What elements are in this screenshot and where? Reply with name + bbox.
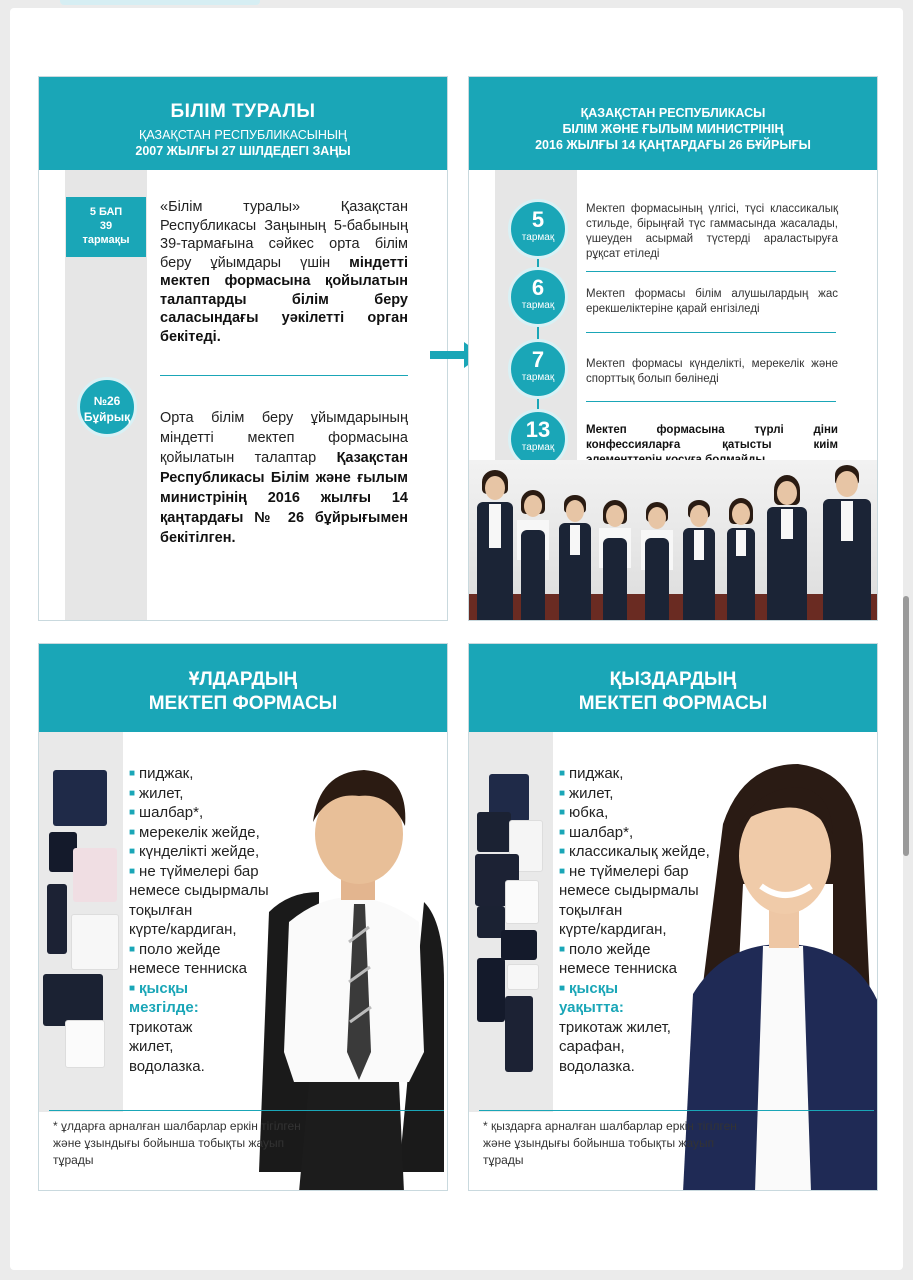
list-item: ■ пиджак, bbox=[559, 765, 624, 782]
boys-footnote-divider bbox=[49, 1110, 444, 1111]
list-item: ■ күнделікті жейде, bbox=[129, 843, 260, 860]
boys-title-line2: МЕКТЕП ФОРМАСЫ bbox=[148, 693, 338, 714]
clause-label: тармақ bbox=[521, 232, 555, 243]
list-item: ■ поло жейде bbox=[559, 940, 651, 958]
girls-title-line1: ҚЫЗДАРДЫҢ bbox=[609, 669, 737, 690]
girls-panel-header bbox=[469, 644, 877, 732]
order-circle bbox=[77, 377, 137, 437]
list-item: немесе сыдырмалы bbox=[559, 882, 699, 899]
pleated-skirt-icon bbox=[501, 930, 537, 960]
article-badge-line1: 5 БАП bbox=[89, 206, 123, 218]
student-figure bbox=[513, 490, 553, 620]
clause-number: 5 bbox=[531, 207, 545, 232]
list-item: уақытта: bbox=[559, 999, 624, 1016]
law-paragraph-2-bold: Қазақстан Республикасы Білім және ғылым министрінің 2016 жылғы 14 қаңтардағы № 26 бұйрығымен бекітілген. bbox=[160, 450, 408, 546]
list-item: мезгілде: bbox=[129, 999, 199, 1016]
scrollbar[interactable] bbox=[903, 596, 909, 856]
clause-circle bbox=[508, 267, 568, 327]
list-item: жилет, bbox=[129, 1038, 174, 1055]
student-figure bbox=[473, 470, 517, 620]
student-figure bbox=[555, 495, 595, 620]
law-paragraph-2-text: Орта білім беру ұйымдарының міндетті мектеп формасына қойылатын талаптар bbox=[160, 410, 408, 466]
law-paragraph-2 bbox=[160, 408, 408, 548]
clause-label: тармақ bbox=[521, 442, 555, 453]
girls-footnote-divider bbox=[479, 1110, 874, 1111]
girls-footnote: * қыздарға арналған шалбарлар еркін тігілген және ұзындығы бойынша тобықты жауып тұрады bbox=[483, 1119, 737, 1167]
list-item: немесе тенниска bbox=[559, 960, 678, 977]
girls-uniform-panel bbox=[468, 643, 878, 1191]
clause-divider bbox=[586, 332, 836, 333]
list-item: ■ поло жейде bbox=[129, 940, 221, 958]
list-item: ■ қысқы bbox=[559, 979, 619, 997]
student-figure bbox=[819, 465, 875, 620]
order-circle-label: Бұйрық bbox=[83, 410, 131, 424]
list-item: ■ не түймелері бар bbox=[559, 862, 689, 880]
list-item: сарафан, bbox=[559, 1038, 625, 1055]
law-panel-header bbox=[39, 77, 447, 170]
boys-panel-header bbox=[39, 644, 447, 732]
polo-icon bbox=[65, 1020, 105, 1068]
article-badge-line3: тармақы bbox=[82, 234, 130, 246]
list-item: ■ не түймелері бар bbox=[129, 862, 259, 880]
law-subtitle-date: 2007 ЖЫЛҒЫ 27 ШІЛДЕДЕГІ ЗАҢЫ bbox=[135, 144, 351, 158]
list-item: ■ мерекелік жейде, bbox=[129, 823, 260, 841]
list-item: ■ қысқы bbox=[129, 979, 189, 997]
student-figure bbox=[763, 475, 811, 620]
student-figure bbox=[679, 500, 719, 620]
order-title-line3: 2016 ЖЫЛҒЫ 14 ҚАҢТАРДАҒЫ 26 БҰЙРЫҒЫ bbox=[535, 138, 811, 152]
shirt-icon bbox=[71, 914, 119, 970]
trousers-icon bbox=[47, 884, 67, 954]
order-title-line1: ҚАЗАҚСТАН РЕСПУБЛИКАСЫ bbox=[580, 106, 766, 120]
clause-number: 13 bbox=[525, 417, 551, 442]
student-figure bbox=[721, 498, 761, 620]
list-item: ■ жилет, bbox=[129, 784, 184, 802]
boys-uniform-panel bbox=[38, 643, 448, 1191]
clause-label: тармақ bbox=[521, 300, 555, 311]
clause-text: Мектеп формасы білім алушылардың жас ерекшеліктеріне қарай енгізіледі bbox=[586, 288, 838, 315]
list-item: тоқылған bbox=[129, 901, 193, 919]
law-divider bbox=[160, 375, 408, 376]
clause-circle bbox=[508, 339, 568, 399]
vest-icon bbox=[477, 812, 511, 852]
clause-divider bbox=[586, 271, 836, 272]
list-item: водолазка. bbox=[559, 1057, 635, 1075]
list-item: ■ пиджак, bbox=[129, 765, 194, 782]
cardigan-icon bbox=[43, 974, 103, 1026]
article-badge-line2: 39 bbox=[99, 220, 113, 232]
list-item: водолазка. bbox=[129, 1057, 205, 1075]
law-title: БІЛІМ ТУРАЛЫ bbox=[170, 101, 316, 122]
list-item: трикотаж жилет, bbox=[559, 1018, 671, 1036]
order-panel bbox=[468, 76, 878, 621]
list-item: ■ шалбар*, bbox=[559, 823, 634, 841]
girls-title-line2: МЕКТЕП ФОРМАСЫ bbox=[578, 693, 768, 714]
top-strip bbox=[60, 0, 260, 5]
clause-text: Мектеп формасының үлгісі, түсі классикалық стильде, бірыңғай түс гаммасында жасалады, үшеуден асырмай түстерді араластыруға рұқсат етіледі bbox=[586, 203, 838, 260]
law-paragraph-1-bold: міндетті мектеп формасына қойылатын талаптарды білім беру саласындағы уәкілетті орган бекітеді. bbox=[160, 254, 408, 345]
student-figure bbox=[637, 502, 677, 620]
law-paragraph-1-text: «Білім туралы» Қазақстан Республикасы Заңының 5-бабының 39-тармағына сәйкес орта білім беру ұйымдары үшін bbox=[160, 199, 408, 271]
blouse-icon bbox=[505, 880, 539, 924]
clause-number: 7 bbox=[531, 347, 545, 372]
list-item: трикотаж bbox=[129, 1018, 193, 1036]
list-item: ■ классикалық жейде, bbox=[559, 843, 710, 860]
festive-shirt-icon bbox=[73, 848, 117, 902]
law-paragraph-1 bbox=[160, 198, 408, 346]
clause-divider bbox=[586, 401, 836, 402]
list-item: күрте/кардиган, bbox=[559, 921, 667, 938]
boys-title-line1: ҰЛДАРДЫҢ bbox=[188, 669, 298, 690]
order-title-line2: БІЛІМ ЖӘНЕ ҒЫЛЫМ МИНИСТРІНІҢ bbox=[562, 122, 784, 136]
law-subtitle: ҚАЗАҚСТАН РЕСПУБЛИКАСЫНЫҢ bbox=[139, 128, 347, 142]
clause-circle bbox=[508, 199, 568, 259]
list-item: ■ шалбар*, bbox=[129, 804, 204, 821]
blazer-icon bbox=[53, 770, 107, 826]
clause-label: тармақ bbox=[521, 372, 555, 383]
law-panel bbox=[38, 76, 448, 621]
sarafan-icon bbox=[477, 958, 505, 1022]
article-badge bbox=[66, 197, 146, 257]
polo-icon bbox=[507, 964, 539, 990]
clause-text: Мектеп формасы күнделікті, мерекелік және спорттық болып бөлінеді bbox=[586, 358, 838, 385]
clause-number: 6 bbox=[531, 275, 545, 300]
boys-footnote: * ұлдарға арналған шалбарлар еркін тігілген және ұзындығы бойынша тобықты жауып тұрады bbox=[53, 1119, 301, 1167]
trousers-icon bbox=[505, 996, 533, 1072]
boys-items-list bbox=[129, 764, 269, 1076]
order-panel-header bbox=[469, 77, 877, 170]
order-circle-number: №26 bbox=[93, 394, 121, 408]
list-item: күрте/кардиган, bbox=[129, 921, 237, 938]
list-item: ■ жилет, bbox=[559, 784, 614, 802]
clause-text: Мектеп формасына түрлі діни конфессияларға қатысты киім bbox=[586, 424, 838, 451]
students-photo bbox=[469, 460, 877, 620]
list-item: немесе тенниска bbox=[129, 960, 248, 977]
student-figure bbox=[595, 500, 635, 620]
list-item: тоқылған bbox=[559, 901, 623, 919]
list-item: ■ юбка, bbox=[559, 804, 609, 821]
list-item: немесе сыдырмалы bbox=[129, 882, 269, 899]
